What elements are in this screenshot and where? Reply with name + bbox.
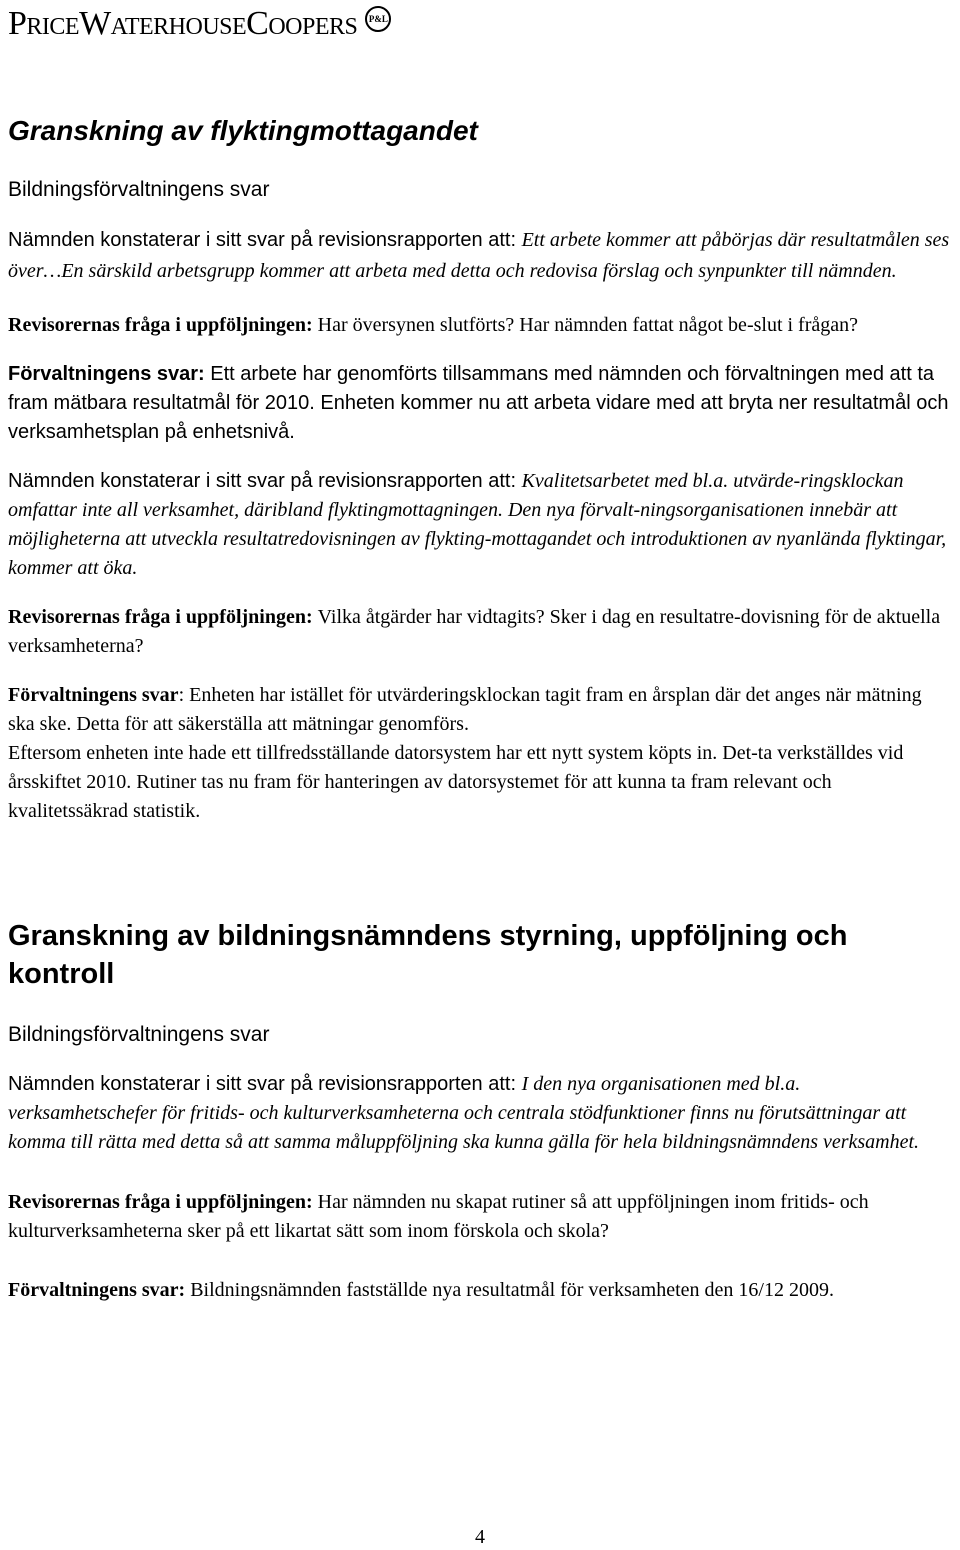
document-body — [8, 110, 953, 1305]
section-2-title: Granskning av bildningsnämndens styrning, uppföljning och kontroll — [8, 920, 848, 990]
page-number: 4 — [475, 1526, 485, 1548]
section-1-paragraph-2: Nämnden konstaterar i sitt svar på revisionsrapporten att: Kvalitetsarbetet med bl.a. utvärde-ringsklockan omfattar inte all verksamhet, däribland flyktingmottagningen. Den nya förvalt-ningsorganisationen innebär att möjligheterna att utveckla resultatredovisningen av flykting-mottagandet och introduktionen av nyanlända flyktingar, kommer att öka. — [8, 470, 947, 579]
section-2-question-1: Revisorernas fråga i uppföljningen: Har nämnden nu skapat rutiner så att uppföljningen inom fritids- och kulturverksamheterna sker på ett likartat sätt som inom förskola och skola? — [8, 1191, 869, 1242]
section-1-paragraph-1: Nämnden konstaterar i sitt svar på revisionsrapporten att: Ett arbete kommer att påbörjas där resultatmålen ses över…En särskild arbetsgrupp kommer att arbeta med detta och redovisa förslag och synpunkter till nämnden. — [8, 229, 950, 282]
section-2-answer-1: Förvaltningens svar: Bildningsnämnden fastställde nya resultatmål för verksamheten den 16/12 2009. — [8, 1279, 834, 1301]
section-2-subtitle: Bildningsförvaltningens svar — [8, 1023, 270, 1046]
section-1-paragraph-3: Eftersom enheten inte hade ett tillfredsställande datorsystem har ett nytt system köpts in. Det-ta verkställdes vid årsskiftet 2010. Rutiner tas nu fram för hanteringen av datorsystemet för att kunna ta fram relevant och kvalitetssäkrad statistik. — [8, 742, 904, 822]
logo-wordmark: PriceWaterhouseCoopers — [8, 5, 358, 42]
section-1-title: Granskning av flyktingmottagandet — [8, 115, 478, 146]
section-1-subtitle: Bildningsförvaltningens svar — [8, 178, 270, 201]
section-1-answer-2: Förvaltningens svar: Enheten har istället för utvärderingsklockan tagit fram en årsplan där det anges när mätning ska ske. Detta för att säkerställa att mätningar genomförs. — [8, 684, 922, 735]
company-logo — [8, 4, 391, 44]
section-1-answer-1: Förvaltningens svar: Ett arbete har genomförts tillsammans med nämnden och förvaltningen med att ta fram mätbara resultatmål för 2010. Enheten kommer nu att arbeta vidare med att bryta ner resultatmål och verksamhetsplan på enhetsnivå. — [8, 363, 949, 443]
section-1-question-1: Revisorernas fråga i uppföljningen: Har översynen slutförts? Har nämnden fattat något be-slut i frågan? — [8, 314, 859, 336]
section-2-paragraph-1: Nämnden konstaterar i sitt svar på revisionsrapporten att: I den nya organisationen med bl.a. verksamhetschefer för fritids- och kulturverksamheterna och centrala stödfunktioner finns nu förutsättningar att komma till rätta med detta så att samma måluppföljning ska kunna gälla för hela bildningsnämndens verksamhet. — [8, 1073, 920, 1153]
section-1-question-2: Revisorernas fråga i uppföljningen: Vilka åtgärder har vidtagits? Sker i dag en resultatre-dovisning för de aktuella verksamheterna? — [8, 606, 941, 657]
logo-seal-icon: P&L — [365, 6, 391, 32]
